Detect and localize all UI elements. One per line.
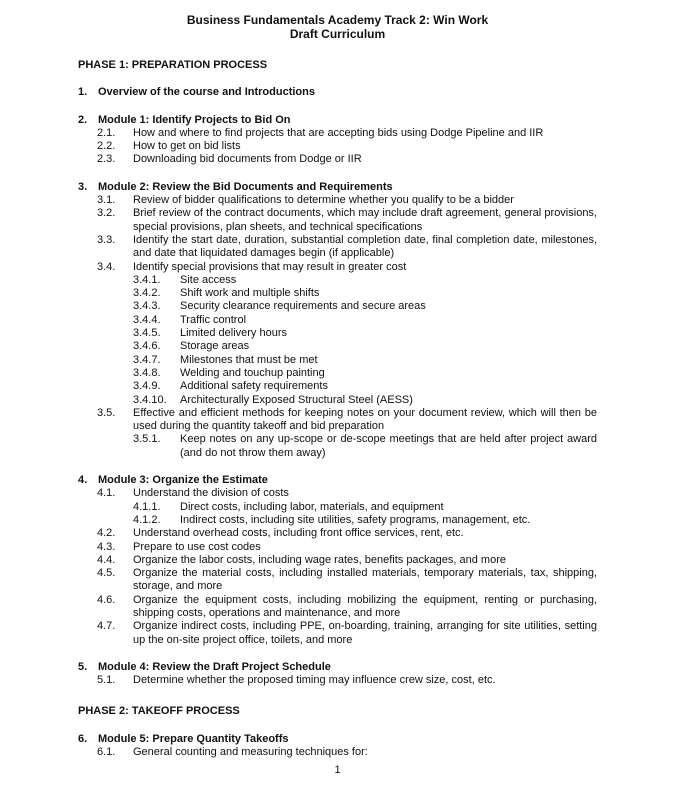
outline-item bbox=[78, 746, 597, 759]
outline-item bbox=[78, 487, 597, 500]
title-line-2: Draft Curriculum bbox=[289, 27, 386, 41]
item-number: 4.1. bbox=[97, 487, 116, 500]
item-number: 6. bbox=[78, 732, 88, 745]
phase-heading: PHASE 2: TAKEOFF PROCESS bbox=[78, 705, 240, 718]
item-number: 2.1. bbox=[97, 126, 116, 139]
outline-item bbox=[78, 380, 597, 393]
item-text: Organize indirect costs, including PPE, on-boarding, training, arranging for site utilities, setting up the on-site project office, toilets, and more bbox=[133, 620, 597, 646]
item-text: Brief review of the contract documents, which may include draft agreement, general provisions, special provisions, plan sheets, and technical specifications bbox=[133, 207, 597, 233]
item-number: 3.3. bbox=[97, 233, 116, 246]
item-text: Module 4: Review the Draft Project Schedule bbox=[98, 660, 331, 673]
item-number: 3.5.1. bbox=[133, 433, 161, 446]
item-text: Shift work and multiple shifts bbox=[180, 287, 320, 300]
outline-item bbox=[78, 153, 597, 166]
item-text: Keep notes on any up-scope or de-scope meetings that are held after project award (and do not throw them away) bbox=[180, 433, 597, 459]
item-text: Identify the start date, duration, substantial completion date, final completion date, milestones, and date that liquidated damages begin (if applicable) bbox=[133, 233, 597, 260]
item-text: Prepare to use cost codes bbox=[133, 540, 261, 553]
item-text: Module 3: Organize the Estimate bbox=[98, 474, 268, 487]
item-number: 3.2. bbox=[97, 207, 116, 220]
outline-item bbox=[78, 661, 597, 674]
item-text: Welding and touchup painting bbox=[180, 366, 325, 379]
outline-item bbox=[78, 234, 597, 261]
outline-item bbox=[78, 620, 597, 647]
item-number: 3.4.5. bbox=[133, 327, 161, 340]
item-text: Organize the material costs, including installed materials, temporary materials, tax, shipping, storage, and more bbox=[133, 567, 597, 593]
document-title bbox=[0, 0, 675, 41]
item-number: 4.1.2. bbox=[133, 513, 161, 526]
item-text: Identify special provisions that may result in greater cost bbox=[133, 260, 407, 273]
item-text: Downloading bid documents from Dodge or IIR bbox=[133, 153, 362, 166]
item-number: 4.2. bbox=[97, 527, 116, 540]
item-number: 4.5. bbox=[97, 567, 116, 580]
outline-item bbox=[78, 674, 597, 687]
outline-item bbox=[78, 327, 597, 340]
item-text: Overview of the course and Introductions bbox=[98, 86, 315, 99]
item-number: 4.6. bbox=[97, 593, 116, 606]
outline-item bbox=[78, 554, 597, 567]
item-text: Site access bbox=[180, 273, 237, 286]
item-number: 2.3. bbox=[97, 153, 116, 166]
outline-item bbox=[78, 274, 597, 287]
item-number: 5. bbox=[78, 660, 88, 673]
item-text: Storage areas bbox=[180, 340, 250, 353]
outline-item bbox=[78, 207, 597, 234]
item-text: Module 1: Identify Projects to Bid On bbox=[98, 113, 291, 126]
item-number: 3.4.1. bbox=[133, 273, 161, 286]
outline-item bbox=[78, 194, 597, 207]
title-line-1: Business Fundamentals Academy Track 2: Win Work bbox=[186, 13, 489, 27]
outline-item bbox=[78, 340, 597, 353]
outline-item bbox=[78, 127, 597, 140]
outline-item bbox=[78, 501, 597, 514]
item-number: 3. bbox=[78, 180, 88, 193]
item-number: 2. bbox=[78, 113, 88, 126]
item-text: Direct costs, including labor, materials, and equipment bbox=[180, 500, 444, 513]
item-number: 3.4.8. bbox=[133, 366, 161, 379]
item-number: 3.4.10. bbox=[133, 393, 167, 406]
item-text: Limited delivery hours bbox=[180, 327, 287, 340]
item-number: 4.3. bbox=[97, 540, 116, 553]
item-text: How and where to find projects that are accepting bids using Dodge Pipeline and IIR bbox=[133, 126, 544, 139]
item-text: Traffic control bbox=[180, 313, 247, 326]
outline-item bbox=[78, 287, 597, 300]
outline-item bbox=[78, 261, 597, 274]
outline-item bbox=[78, 567, 597, 594]
item-number: 3.4. bbox=[97, 260, 116, 273]
item-text: Module 2: Review the Bid Documents and Requirements bbox=[98, 180, 393, 193]
item-text: Understand the division of costs bbox=[133, 487, 289, 500]
outline-item bbox=[78, 407, 597, 434]
page-number: 1 bbox=[334, 764, 341, 776]
item-text: Security clearance requirements and secure areas bbox=[180, 300, 426, 313]
item-text: Effective and efficient methods for keeping notes on your document review, which will then be used during the quantity takeoff and bid preparation bbox=[133, 406, 597, 433]
item-number: 5.1. bbox=[97, 674, 116, 687]
item-text: Understand overhead costs, including front office services, rent, etc. bbox=[133, 527, 464, 540]
outline-item bbox=[78, 527, 597, 540]
item-text: Determine whether the proposed timing may influence crew size, cost, etc. bbox=[133, 674, 496, 687]
outline-item bbox=[78, 354, 597, 367]
outline-item bbox=[78, 114, 597, 127]
item-number: 3.4.3. bbox=[133, 300, 161, 313]
item-text: General counting and measuring techniques for: bbox=[133, 746, 368, 759]
item-number: 1. bbox=[78, 86, 88, 99]
outline-item bbox=[78, 367, 597, 380]
outline-item bbox=[78, 733, 597, 746]
item-number: 3.4.6. bbox=[133, 340, 161, 353]
item-number: 2.2. bbox=[97, 140, 116, 153]
item-number: 4.7. bbox=[97, 620, 116, 633]
item-number: 3.4.4. bbox=[133, 313, 161, 326]
outline-item bbox=[78, 181, 597, 194]
item-number: 3.1. bbox=[97, 194, 116, 207]
item-text: Additional safety requirements bbox=[180, 380, 328, 393]
outline-item bbox=[78, 474, 597, 487]
curriculum-outline bbox=[78, 59, 597, 759]
item-number: 3.4.7. bbox=[133, 353, 161, 366]
outline-item bbox=[78, 300, 597, 313]
item-number: 4.1.1. bbox=[133, 500, 161, 513]
item-number: 3.4.2. bbox=[133, 287, 161, 300]
phase-heading: PHASE 1: PREPARATION PROCESS bbox=[78, 59, 268, 71]
item-text: Organize the labor costs, including wage rates, benefits packages, and more bbox=[133, 553, 506, 566]
outline-item bbox=[78, 314, 597, 327]
outline-item bbox=[78, 514, 597, 527]
outline-item bbox=[78, 433, 597, 460]
outline-item bbox=[78, 86, 597, 99]
item-text: Indirect costs, including site utilities, safety programs, management, etc. bbox=[180, 513, 531, 526]
outline-item bbox=[78, 394, 597, 407]
item-number: 4.4. bbox=[97, 553, 116, 566]
item-text: Architecturally Exposed Structural Steel (AESS) bbox=[180, 393, 413, 406]
outline-item bbox=[78, 140, 597, 153]
outline-item bbox=[78, 594, 597, 621]
item-text: Milestones that must be met bbox=[180, 353, 318, 366]
item-text: Module 5: Prepare Quantity Takeoffs bbox=[98, 732, 289, 745]
item-number: 4. bbox=[78, 474, 88, 487]
item-number: 6.1. bbox=[97, 746, 116, 759]
item-text: Review of bidder qualifications to determine whether you qualify to be a bidder bbox=[133, 194, 514, 207]
outline-item bbox=[78, 541, 597, 554]
item-number: 3.4.9. bbox=[133, 380, 161, 393]
item-text: Organize the equipment costs, including mobilizing the equipment, renting or purchasing, shipping costs, operations and maintenance, and more bbox=[133, 593, 597, 619]
item-number: 3.5. bbox=[97, 406, 116, 419]
item-text: How to get on bid lists bbox=[133, 140, 241, 153]
